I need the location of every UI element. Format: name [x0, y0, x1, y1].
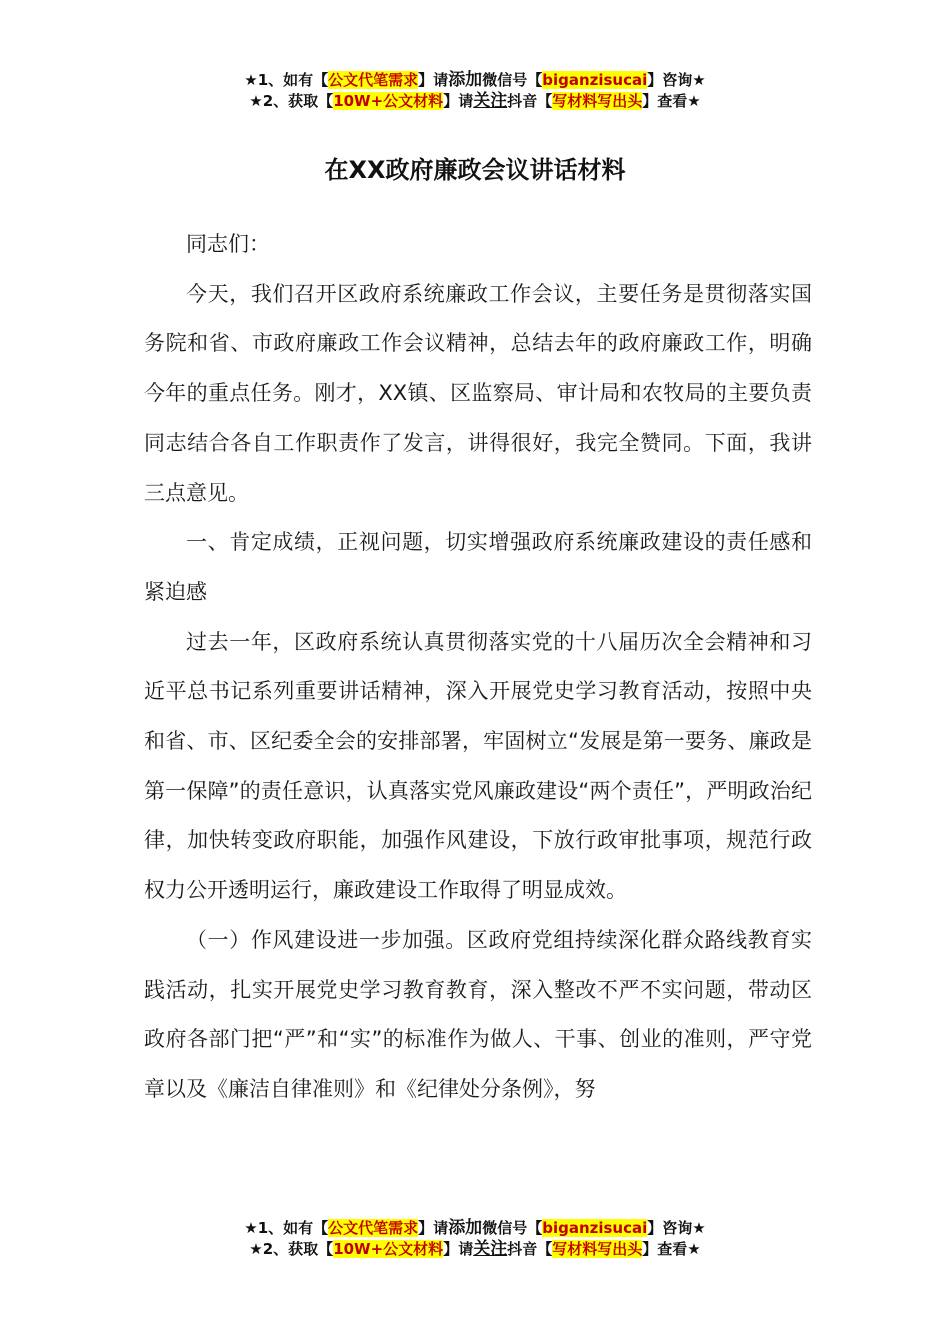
document-body — [144, 220, 812, 1115]
promo-line-2: ★2、获取【10W+公文材料】请关注抖音【写材料写出头】查看★ — [249, 1239, 701, 1259]
salutation: 同志们： — [186, 232, 270, 256]
footer-promo-banner — [0, 1218, 950, 1260]
promo-wechat-id: biganzisucai — [542, 71, 648, 89]
body-paragraph: 今天，我们召开区政府系统廉政工作会议，主要任务是贯彻落实国务院和省、市政府廉政工作会议精神，总结去年的政府廉政工作，明确今年的重点任务。刚才，XX镇、区监察局、审计局和农牧局的主要负责同志结合各自工作职责作了发言，讲得很好，我完全赞同。下面，我讲三点意见。 — [144, 281, 812, 505]
body-paragraph: （一）作风建设进一步加强。区政府党组持续深化群众路线教育实践活动，扎实开展党史学习教育教育，深入整改不严不实问题，带动区政府各部门把“严”和“实”的标准作为做人、干事、创业的准则，严守党章以及《廉洁自律准则》和《纪律处分条例》，努 — [144, 927, 812, 1101]
promo-line-2: ★2、获取【10W+公文材料】请关注抖音【写材料写出头】查看★ — [249, 91, 701, 111]
promo-highlight: 公文代笔需求 — [328, 1219, 419, 1237]
promo-highlight: 10W+公文材料 — [333, 1240, 444, 1258]
header-promo-banner — [0, 70, 950, 112]
body-paragraph: 过去一年，区政府系统认真贯彻落实党的十八届历次全会精神和习近平总书记系列重要讲话精神，深入开展党史学习教育活动，按照中央和省、市、区纪委全会的安排部署，牢固树立“发展是第一要务、廉政是第一保障”的责任意识，认真落实党风廉政建设“两个责任”，严明政治纪律，加快转变政府职能，加强作风建设，下放行政审批事项，规范行政权力公开透明运行，廉政建设工作取得了明显成效。 — [144, 629, 812, 903]
promo-line-1: ★1、如有【公文代笔需求】请添加微信号【biganzisucai】咨询★ — [244, 1218, 706, 1238]
promo-highlight: 公文代笔需求 — [328, 71, 419, 89]
promo-line-1: ★1、如有【公文代笔需求】请添加微信号【biganzisucai】咨询★ — [244, 70, 706, 90]
section-heading: 一、肯定成绩，正视问题，切实增强政府系统廉政建设的责任感和紧迫感 — [144, 530, 812, 604]
promo-douyin-account: 写材料写出头 — [552, 1240, 643, 1258]
document-title: 在XX政府廉政会议讲话材料 — [324, 156, 626, 184]
promo-douyin-account: 写材料写出头 — [552, 92, 643, 110]
promo-wechat-id: biganzisucai — [542, 1219, 648, 1237]
promo-highlight: 10W+公文材料 — [333, 92, 444, 110]
